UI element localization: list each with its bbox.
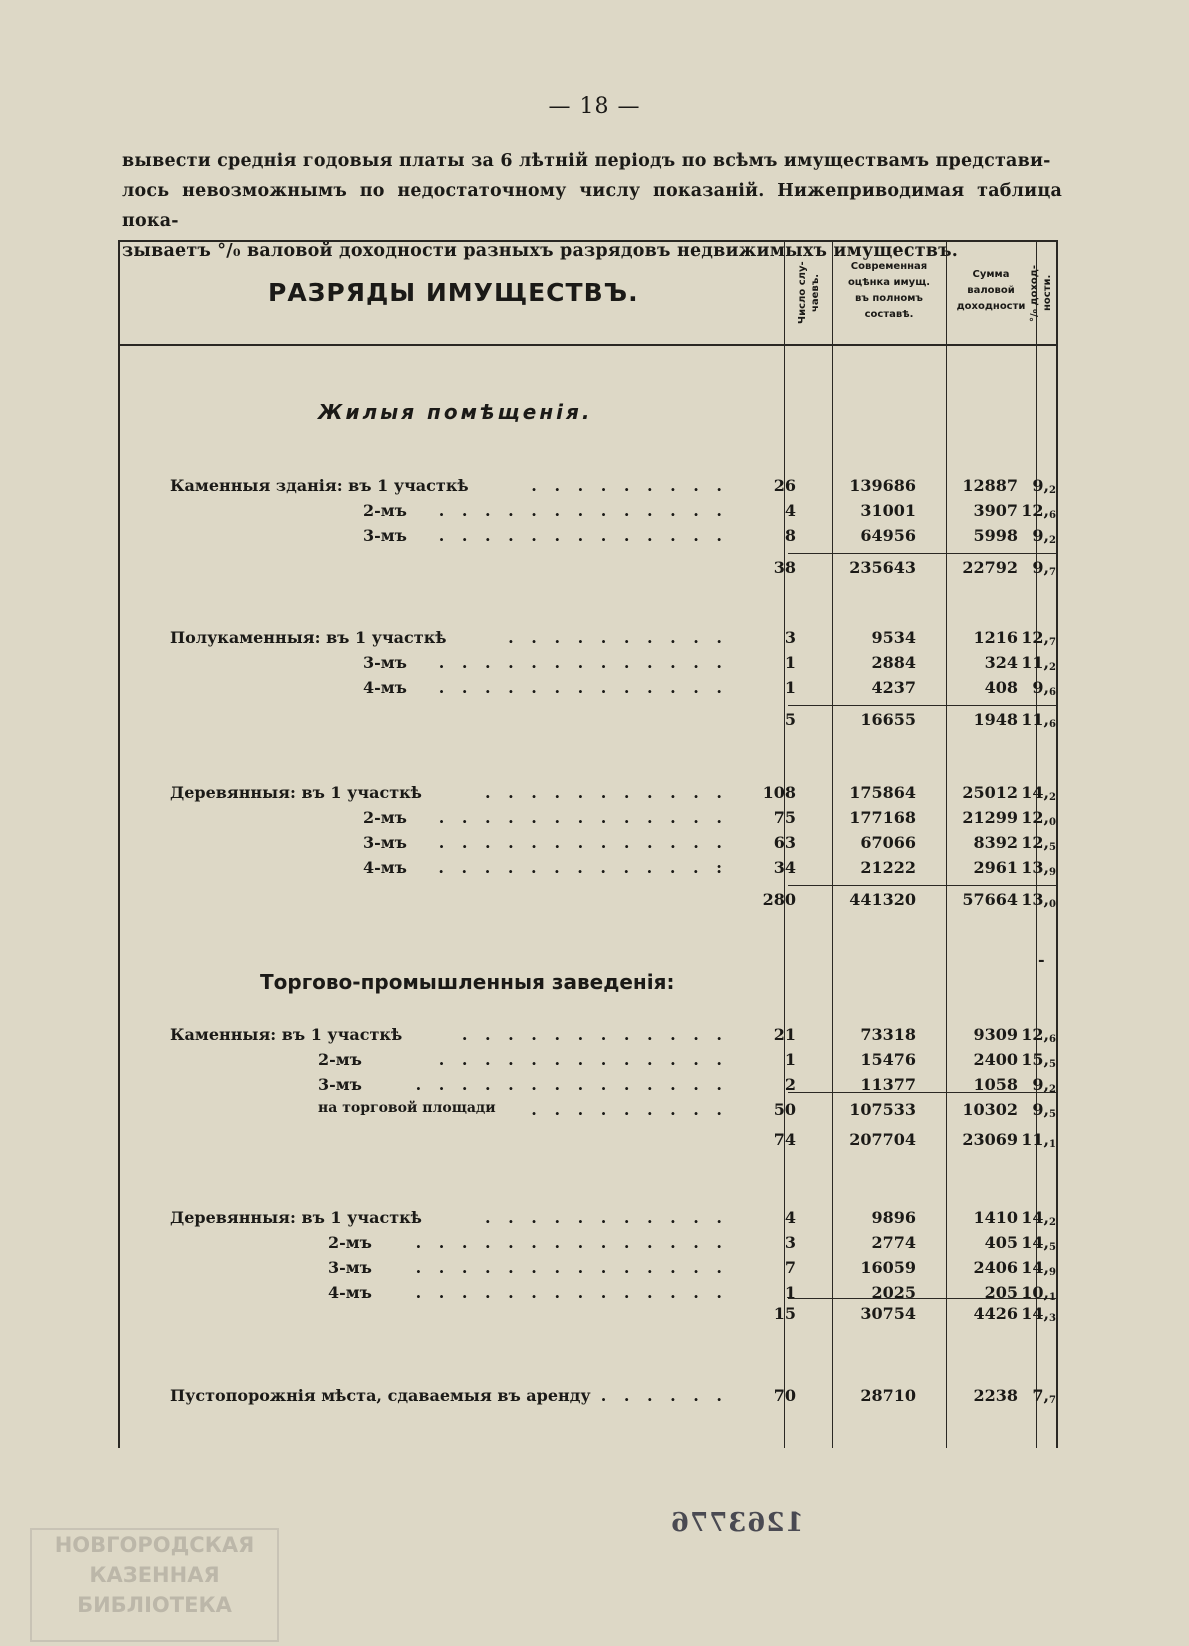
cell-percent: $11,_2$ (1021, 653, 1056, 673)
row-label: 2-мъ (318, 1050, 362, 1069)
row-label: 3-мъ (363, 833, 407, 852)
table-row (118, 808, 1058, 832)
subtotal-row (118, 710, 1058, 734)
cell-cases: 34 (773, 858, 796, 877)
row-label: 2-мъ (363, 501, 407, 520)
table-row (118, 1233, 1058, 1257)
header-valuation-line: Современная (850, 261, 928, 272)
cell-percent: $12,_6$ (1021, 1025, 1056, 1045)
row-label: Полукаменныя: въ 1 участкѣ (170, 628, 447, 647)
table-row (118, 1258, 1058, 1282)
row-leader-dots: . . . . . . . . . . . . . (438, 833, 728, 852)
header-valuation (834, 246, 944, 336)
cell-income: 405 (984, 1233, 1018, 1252)
table-row (118, 833, 1058, 857)
cell-cases: 7 (784, 1258, 796, 1277)
cell-cases: 5 (784, 710, 796, 729)
table-row (118, 1386, 1058, 1410)
cell-income: 10302 (962, 1100, 1018, 1119)
section-title-residential: Жилыя помѣщенія. (318, 400, 593, 424)
table-row (118, 1100, 1058, 1124)
cell-cases: 1 (784, 1283, 796, 1302)
cell-valuation: 175864 (849, 783, 916, 802)
header-divider (118, 344, 1058, 346)
cell-income: 21299 (962, 808, 1018, 827)
subtotal-row (118, 890, 1058, 914)
cell-percent: $12,_6$ (1021, 501, 1056, 521)
header-income-line: Сумма (972, 269, 1010, 280)
cell-cases: 1 (784, 653, 796, 672)
cell-percent: $14,_3$ (1021, 1304, 1056, 1324)
row-leader-dots: . . . . . . . . . . . . . (438, 501, 728, 520)
row-label: Пустопорожнія мѣста, сдаваемыя въ аренду (170, 1386, 591, 1405)
cell-valuation: 441320 (849, 890, 916, 909)
section-title-commercial: Торгово-промышленныя заведенія: (260, 970, 675, 994)
header-income-line: доходности (956, 301, 1026, 312)
cell-income: 4426 (973, 1304, 1018, 1323)
row-label: 2-мъ (363, 808, 407, 827)
cell-percent: $12,_7$ (1021, 628, 1056, 648)
cell-income: 2406 (973, 1258, 1018, 1277)
cell-valuation: 177168 (849, 808, 916, 827)
cell-cases: 2 (784, 1075, 796, 1094)
table-row (118, 1075, 1058, 1099)
cell-percent: $14,_5$ (1021, 1233, 1056, 1253)
subtotal-row (118, 558, 1058, 582)
row-label: 3-мъ (328, 1258, 372, 1277)
subtotal-rule (788, 885, 1056, 886)
cell-percent: $14,_9$ (1021, 1258, 1056, 1278)
header-cases-count: Число слу-чаевъ. (797, 261, 821, 325)
table-row (118, 653, 1058, 677)
row-label: 3-мъ (363, 653, 407, 672)
cell-valuation: 16059 (860, 1258, 916, 1277)
cell-valuation: 31001 (860, 501, 916, 520)
cell-percent: $14,_2$ (1021, 783, 1056, 803)
cell-percent: $9,_7$ (1032, 558, 1056, 578)
cell-cases: 280 (762, 890, 796, 909)
cell-cases: 4 (784, 501, 796, 520)
cell-income: 2238 (973, 1386, 1018, 1405)
cell-percent: $13,_9$ (1021, 858, 1056, 878)
cell-income: 324 (984, 653, 1018, 672)
cell-valuation: 11377 (860, 1075, 916, 1094)
cell-cases: 50 (773, 1100, 796, 1119)
cell-income: 1058 (973, 1075, 1018, 1094)
cell-income: 8392 (973, 833, 1018, 852)
property-income-table (118, 240, 1058, 1448)
cell-percent: $9,_2$ (1032, 476, 1056, 496)
cell-cases: 75 (773, 808, 796, 827)
cell-percent: $11,_6$ (1021, 710, 1056, 730)
row-leader-dots: . . . . . . . . . . . (485, 783, 728, 802)
cell-cases: 8 (784, 526, 796, 545)
cell-cases: 3 (784, 1233, 796, 1252)
header-valuation-line: въ полномъ (855, 293, 923, 304)
intro-line: лось невозможнымъ по недостаточному числу показаній. Нижеприводимая таблица пока- (122, 181, 1062, 231)
row-label: 3-мъ (318, 1075, 362, 1094)
row-leader-dots: . . . . . . . . . (531, 1100, 728, 1119)
cell-percent: $7,_7$ (1032, 1386, 1056, 1406)
cell-valuation: 21222 (860, 858, 916, 877)
cell-valuation: 64956 (860, 526, 916, 545)
intro-line: вывести среднія годовыя платы за 6 лѣтній періодъ по всѣмъ имуществамъ представи- (122, 151, 1051, 171)
cell-valuation: 9534 (871, 628, 916, 647)
table-row (118, 526, 1058, 550)
row-leader-dots: . . . . . . . . . (531, 476, 728, 495)
cell-valuation: 73318 (860, 1025, 916, 1044)
cell-percent: $13,_0$ (1021, 890, 1056, 910)
library-stamp (30, 1528, 279, 1642)
cell-cases: 108 (762, 783, 796, 802)
table-row (118, 628, 1058, 652)
cell-income: 22792 (962, 558, 1018, 577)
cell-percent: $15,_5$ (1021, 1050, 1056, 1070)
header-valuation-line: оцѣнка имущ. (847, 277, 931, 288)
table-row (118, 476, 1058, 500)
cell-valuation: 28710 (860, 1386, 916, 1405)
subtotal-rule (788, 553, 1056, 554)
cell-percent: $14,_2$ (1021, 1208, 1056, 1228)
cell-valuation: 15476 (860, 1050, 916, 1069)
cell-valuation: 30754 (860, 1304, 916, 1323)
cell-valuation: 2774 (871, 1233, 916, 1252)
table-top-border (118, 240, 1058, 242)
cell-income: 9309 (973, 1025, 1018, 1044)
row-leader-dots: . . . . . . . . . . . . . (438, 1050, 728, 1069)
cell-income: 2400 (973, 1050, 1018, 1069)
cell-income: 12887 (962, 476, 1018, 495)
row-leader-dots: . . . . . . . . . . . . . . (415, 1233, 728, 1252)
cell-income: 1410 (973, 1208, 1018, 1227)
cell-percent: $9,_2$ (1032, 526, 1056, 546)
table-row (118, 678, 1058, 702)
row-leader-dots: . . . . . . (600, 1386, 728, 1405)
cell-cases: 4 (784, 1208, 796, 1227)
page-number: — 18 — (548, 94, 641, 119)
row-label: Деревянныя: въ 1 участкѣ (170, 783, 422, 802)
row-label: 2-мъ (328, 1233, 372, 1252)
table-row (118, 1208, 1058, 1232)
row-leader-dots: . . . . . . . . . . . . . . (415, 1075, 728, 1094)
row-label: на торговой площади (318, 1100, 496, 1116)
cell-income: 1216 (973, 628, 1018, 647)
row-leader-dots: . . . . . . . . . . . . (461, 1025, 728, 1044)
row-leader-dots: . . . . . . . . . . . . . . (415, 1283, 728, 1302)
stamp-line: БИБЛІОТЕКА (77, 1593, 232, 1617)
inventory-number: 1263776 (670, 1508, 804, 1538)
cell-cases: 63 (773, 833, 796, 852)
cell-cases: 70 (773, 1386, 796, 1405)
cell-income: 57664 (962, 890, 1018, 909)
row-leader-dots: . . . . . . . . . . . . . (438, 808, 728, 827)
cell-valuation: 107533 (849, 1100, 916, 1119)
table-row (118, 783, 1058, 807)
header-gross-income (948, 246, 1034, 336)
row-label: 4-мъ (363, 678, 407, 697)
cell-cases: 1 (784, 1050, 796, 1069)
cell-cases: 1 (784, 678, 796, 697)
subtotal-rule (788, 705, 1056, 706)
cell-percent: $9,_2$ (1032, 1075, 1056, 1095)
cell-valuation: 207704 (849, 1130, 916, 1149)
cell-valuation: 2884 (871, 653, 916, 672)
cell-cases: 38 (773, 558, 796, 577)
row-label: Деревянныя: въ 1 участкѣ (170, 1208, 422, 1227)
header-valuation-line: составѣ. (864, 309, 914, 320)
row-leader-dots: . . . . . . . . . . . . . (438, 678, 728, 697)
cell-valuation: 4237 (871, 678, 916, 697)
stamp-line: КАЗЕННАЯ (89, 1563, 220, 1587)
cell-percent: $12,_0$ (1021, 808, 1056, 828)
row-leader-dots: . . . . . . . . . . . (485, 1208, 728, 1227)
cell-income: 205 (984, 1283, 1018, 1302)
table-row (118, 501, 1058, 525)
cell-income: 2961 (973, 858, 1018, 877)
cell-percent: $9,_6$ (1032, 678, 1056, 698)
cell-percent: $9,_5$ (1032, 1100, 1056, 1120)
cell-cases: 15 (773, 1304, 796, 1323)
cell-income: 25012 (962, 783, 1018, 802)
cell-valuation: 2025 (871, 1283, 916, 1302)
cell-income: 1948 (973, 710, 1018, 729)
cell-valuation: 67066 (860, 833, 916, 852)
cell-percent: $11,_1$ (1021, 1130, 1056, 1150)
table-row (118, 858, 1058, 882)
row-leader-dots: . . . . . . . . . . (508, 628, 728, 647)
cell-cases: 26 (773, 476, 796, 495)
cell-cases: 74 (773, 1130, 796, 1149)
cell-valuation: 9896 (871, 1208, 916, 1227)
subtotal-row (118, 1304, 1058, 1328)
cell-valuation: 139686 (849, 476, 916, 495)
cell-income: 23069 (962, 1130, 1018, 1149)
header-income-line: валовой (967, 285, 1015, 296)
cell-valuation: 16655 (860, 710, 916, 729)
row-leader-dots: . . . . . . . . . . . . . (438, 526, 728, 545)
header-property-categories: РАЗРЯДЫ ИМУЩЕСТВЪ. (268, 278, 639, 307)
cell-percent: $10,_1$ (1021, 1283, 1056, 1303)
cell-percent: $12,_5$ (1021, 833, 1056, 853)
row-leader-dots: . . . . . . . . . . . . : (438, 858, 728, 877)
table-row (118, 1025, 1058, 1049)
dash-mark: - (1038, 950, 1045, 969)
cell-income: 5998 (973, 526, 1018, 545)
cell-income: 3907 (973, 501, 1018, 520)
stamp-line: НОВГОРОДСКАЯ (54, 1533, 255, 1557)
row-label: 4-мъ (363, 858, 407, 877)
row-label: Каменныя зданія: въ 1 участкѣ (170, 476, 469, 495)
header-income-percent: °/₀ доход-ности. (1029, 264, 1053, 322)
row-leader-dots: . . . . . . . . . . . . . . (415, 1258, 728, 1277)
subtotal-row (118, 1130, 1058, 1154)
row-leader-dots: . . . . . . . . . . . . . (438, 653, 728, 672)
cell-valuation: 235643 (849, 558, 916, 577)
cell-cases: 3 (784, 628, 796, 647)
row-label: Каменныя: въ 1 участкѣ (170, 1025, 403, 1044)
intro-line: зываетъ °/₀ валовой доходности разныхъ разрядовъ недвижимыхъ имуществъ. (122, 241, 959, 261)
row-label: 3-мъ (363, 526, 407, 545)
row-label: 4-мъ (328, 1283, 372, 1302)
table-row (118, 1050, 1058, 1074)
cell-cases: 21 (773, 1025, 796, 1044)
cell-income: 408 (984, 678, 1018, 697)
